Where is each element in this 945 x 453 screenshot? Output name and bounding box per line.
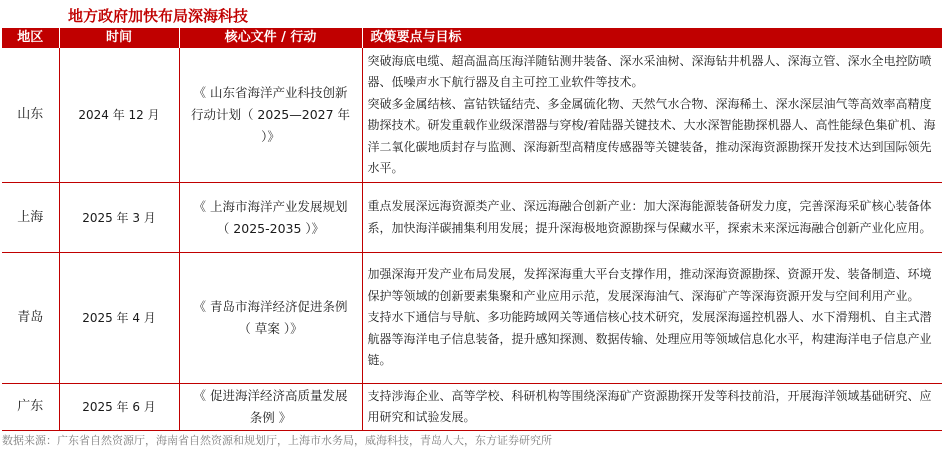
header-time: 时间 [59,28,179,48]
time-cell: 2025 年 4 月 [59,253,179,384]
header-doc: 核心文件 / 行动 [179,28,362,48]
points-cell [362,384,942,431]
header-region: 地区 [2,28,59,48]
policy-point: 突破海底电缆、超高温高压海洋随钻测井装备、深水采油树、深海钻井机器人、深海立管、深水全电控防喷器、低噪声水下航行器及自主可控工业软件等技术。 [367,53,932,89]
doc-cell: 《 山东省海洋产业科技创新行动计划（ 2025—2027 年 ）》 [179,48,362,183]
policy-point: 支持水下通信与导航、多功能跨域网关等通信核心技术研究，发展深海遥控机器人、水下滑翔机、自主式潜航器等海洋电子信息装备，提升感知探测、数据传输、处理应用等领域信息化水平，构建海洋电子信息产业链。 [367,310,932,368]
policy-point: 突破多金属结核、富钴铁锰结壳、多金属硫化物、天然气水合物、深海稀土、深水深层油气等高效率高精度勘探技术。研发重载作业级深潜器与穿梭/着陆器关键技术、大水深智能勘探机器人、高性能绿色集矿机、海洋二氧化碳地质封存与监测、深海新型高精度传感器等关键装备，推动深海资源勘探开发技术达到国际领先水平。 [367,96,936,175]
page-title: 地方政府加快布局深海科技 [68,7,249,25]
time-cell: 2025 年 6 月 [59,384,179,431]
region-cell: 广东 [2,384,59,431]
points-cell [362,48,942,183]
points-cell [362,183,942,253]
time-cell: 2024 年 12 月 [59,48,179,183]
points-cell [362,253,942,384]
region-cell: 山东 [2,48,59,183]
table-row [2,183,942,253]
policy-point: 支持涉海企业、高等学校、科研机构等围绕深海矿产资源勘探开发等科技前沿，开展海洋领域基础研究、应用研究和试验发展。 [367,388,932,424]
table-row [2,253,942,384]
doc-cell: 《 青岛市海洋经济促进条例（ 草案 ）》 [179,253,362,384]
doc-cell: 《 促进海洋经济高质量发展条例 》 [179,384,362,431]
data-source-note: 数据来源：广东省自然资源厅，海南省自然资源和规划厅，上海市水务局，威海科技，青岛人大，东方证券研究所 [2,434,552,447]
region-cell: 上海 [2,183,59,253]
header-points: 政策要点与目标 [362,28,942,48]
policy-point: 加强深海开发产业布局发展，发挥深海重大平台支撑作用，推动深海资源勘探、资源开发、装备制造、环境保护等领域的创新要素集聚和产业应用示范，发展深海油气、深海矿产等深海资源开发与空间利用产业。 [367,267,932,303]
policy-point: 重点发展深远海资源类产业、深远海融合创新产业：加大深海能源装备研发力度，完善深海采矿核心装备体系，加快海洋碳捕集利用发展；提升深海极地资源勘探与保藏水平，探索未来深远海融合创新产业化应用。 [367,199,932,235]
time-cell: 2025 年 3 月 [59,183,179,253]
table-row [2,384,942,431]
region-cell: 青岛 [2,253,59,384]
doc-cell: 《 上海市海洋产业发展规划（ 2025-2035 ）》 [179,183,362,253]
policy-table [2,28,943,431]
table-header-row [2,28,942,48]
table-row [2,48,942,183]
